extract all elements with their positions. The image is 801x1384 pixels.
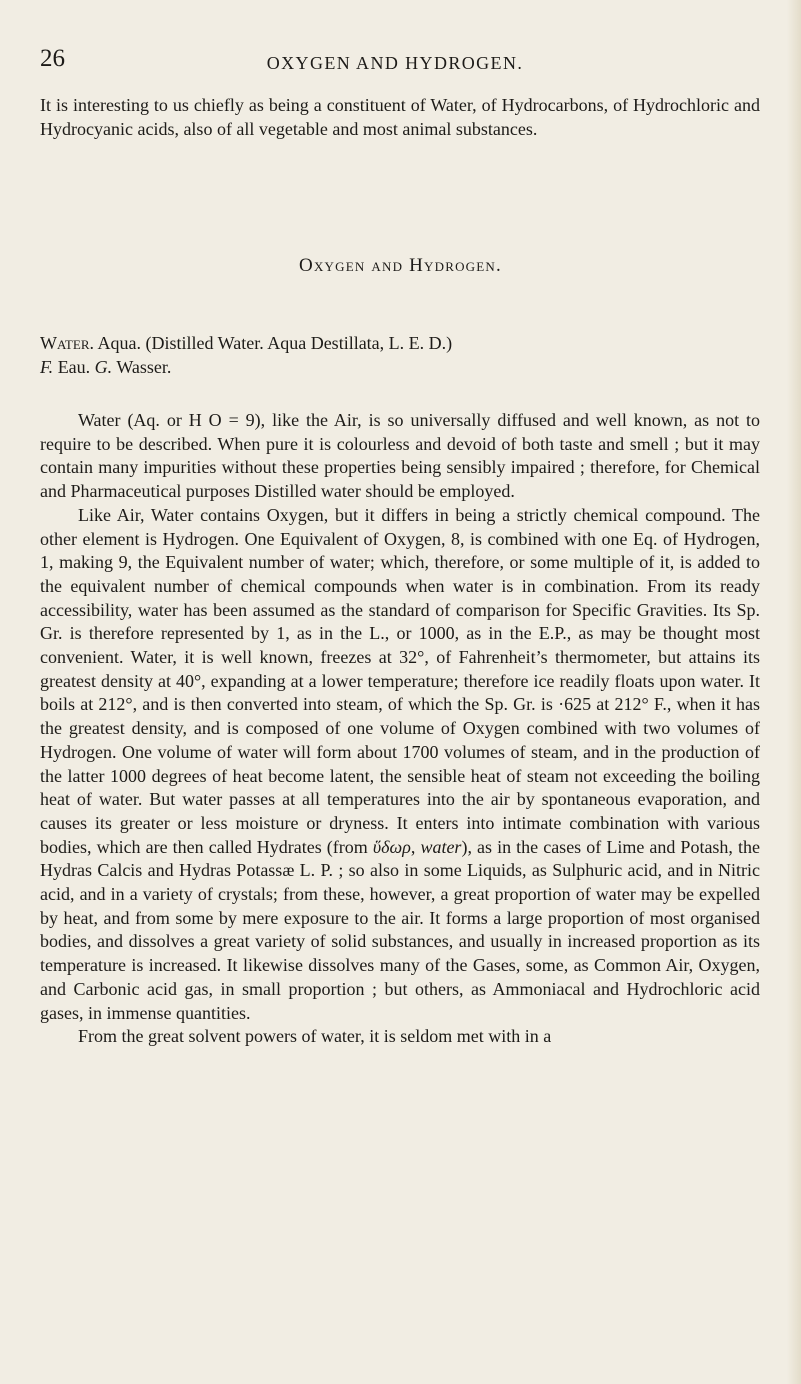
paragraph-2-part-2: ), as in the cases of Lime and Potash, the Hydras Calcis and Hydras Potassæ L. P. ; so also in some Liquids, as Sulphuric acid, and in Nitric acid, and in a variety of crystals; from these, however, a great proportion of water may be expelled by heat, and from some by mere exposure to the air. It forms a large proportion of most organised bodies, and dissolves a great variety of solid substances, and usually in increased proportion as its temperature is increased. It likewise dissolves many of the Gases, some, as Common Air, Oxygen, and Carbonic acid gas, in small proportion ; but others, as Ammoniacal and Hydrochloric acid gases, in immense quantities. [40, 836, 760, 1023]
paragraph-2-part-1: Like Air, Water contains Oxygen, but it differs in being a strictly chemical compound. The other element is Hydrogen. One Equivalent of Oxygen, 8, is combined with one Eq. of Hydrogen, 1, making 9, the Equivalent number of water; which, therefore, or some multiple of it, is added to the equivalent number of chemical compounds when water is in combination. From its ready accessibility, water has been assumed as the standard of comparison for Specific Gravities. Its Sp. Gr. is therefore represented by 1, as in the L., or 1000, as in the E.P., as may be thought most convenient. Water, it is well known, freezes at 32°, of Fahrenheit’s thermometer, but attains its greatest density at 40°, expanding at a lower temperature; therefore ice readily floats upon water. It boils at 212°, and is then converted into steam, of which the Sp. Gr. is ·625 at 212° F., when it has the greatest density, and is composed of one volume of Oxygen combined with two volumes of Hydrogen. One volume of water will form about 1700 volumes of steam, and in the production of the latter 1000 degrees of heat become latent, the sensible heat of steam not exceeding the boiling heat of water. But water passes at all temperatures into the air by spontaneous evaporation, and causes its greater or less moisture or dryness. It enters into intimate combination with various bodies, which are then called Hydrates (from [40, 504, 760, 857]
entry-line-1: Aqua. (Distilled Water. Aqua Destillata, L. E. D.) [97, 333, 453, 353]
entry-term: Water. [40, 333, 94, 353]
page-edge-shadow [787, 0, 801, 1384]
running-head [40, 44, 750, 78]
water-description [40, 409, 760, 1049]
greek-word: ὕδωρ [372, 836, 411, 857]
french-name: Eau. [57, 356, 91, 377]
paragraph-1: Water (Aq. or H O = 9), like the Air, is so universally diffused and well known, as not to require to be described. When pure it is colourless and devoid of both taste and smell ; but it may contain many impurities without these properties being sensibly impaired ; therefore, for Chemical and Pharmaceutical purposes Distilled water should be employed. [40, 410, 760, 502]
page-number: 26 [40, 45, 65, 72]
intro-paragraph: It is interesting to us chiefly as being a constituent of Water, of Hydrocarbons, of Hydrochloric and Hydrocyanic acids, also of all vegetable and most animal substances. [40, 95, 760, 139]
paragraph-2: Like Air, Water contains Oxygen, but it differs in being a strictly chemical compound. The other element is Hydrogen. One Equivalent of Oxygen, 8, is combined with one Eq. of Hydrogen, 1, making 9, the Equivalent number of water; which, therefore, or some multiple of it, is added to the equivalent number of chemical compounds when water is in combination. From its ready accessibility, water has been assumed as the standard of comparison for Specific Gravities. Its Sp. Gr. is therefore represented by 1, as in the L., or 1000, as in the E.P., as may be thought most convenient. Water, it is well known, freezes at 32°, of Fahrenheit’s thermometer, but attains its greatest density at 40°, expanding at a lower temperature; therefore ice readily floats upon water. It boils at 212°, and is then converted into steam, of which the Sp. Gr. is ·625 at 212° F., when it has the greatest density, and is composed of one volume of Oxygen combined with two volumes of Hydrogen. One volume of water will form about 1700 volumes of steam, and in the production of the latter 1000 degrees of heat become latent, the sensible heat of steam not exceeding the boiling heat of water. But water passes at all temperatures into the air by spontaneous evaporation, and causes its greater or less moisture or dryness. It enters into intimate combination with various bodies, which are then called Hydrates (from ὕδωρ, water), as in the cases of Lime and Potash, the Hydras Calcis and Hydras Potassæ L. P. ; so also in some Liquids, as Sulphuric acid, and in Nitric acid, and in a variety of crystals; from these, however, a great proportion of water may be expelled by heat, and from some by mere exposure to the air. It forms a large proportion of most organised bodies, and dissolves a great variety of solid substances, and usually in increased proportion as its temperature is increased. It likewise dissolves many of the Gases, some, as Common Air, Oxygen, and Carbonic acid gas, in small proportion ; but others, as Ammoniacal and Hydrochloric acid gases, in immense quantities. [40, 504, 760, 1023]
greek-gloss: water [420, 836, 462, 857]
german-name: Wasser. [116, 356, 172, 377]
running-title: OXYGEN AND HYDROGEN. [266, 53, 524, 73]
paragraph-3: From the great solvent powers of water, it is seldom met with in a [78, 1026, 552, 1047]
german-label: G. [94, 356, 113, 377]
french-label: F. [40, 356, 54, 377]
section-heading: Oxygen and Hydrogen. [299, 255, 502, 276]
entry-heading [40, 332, 760, 379]
